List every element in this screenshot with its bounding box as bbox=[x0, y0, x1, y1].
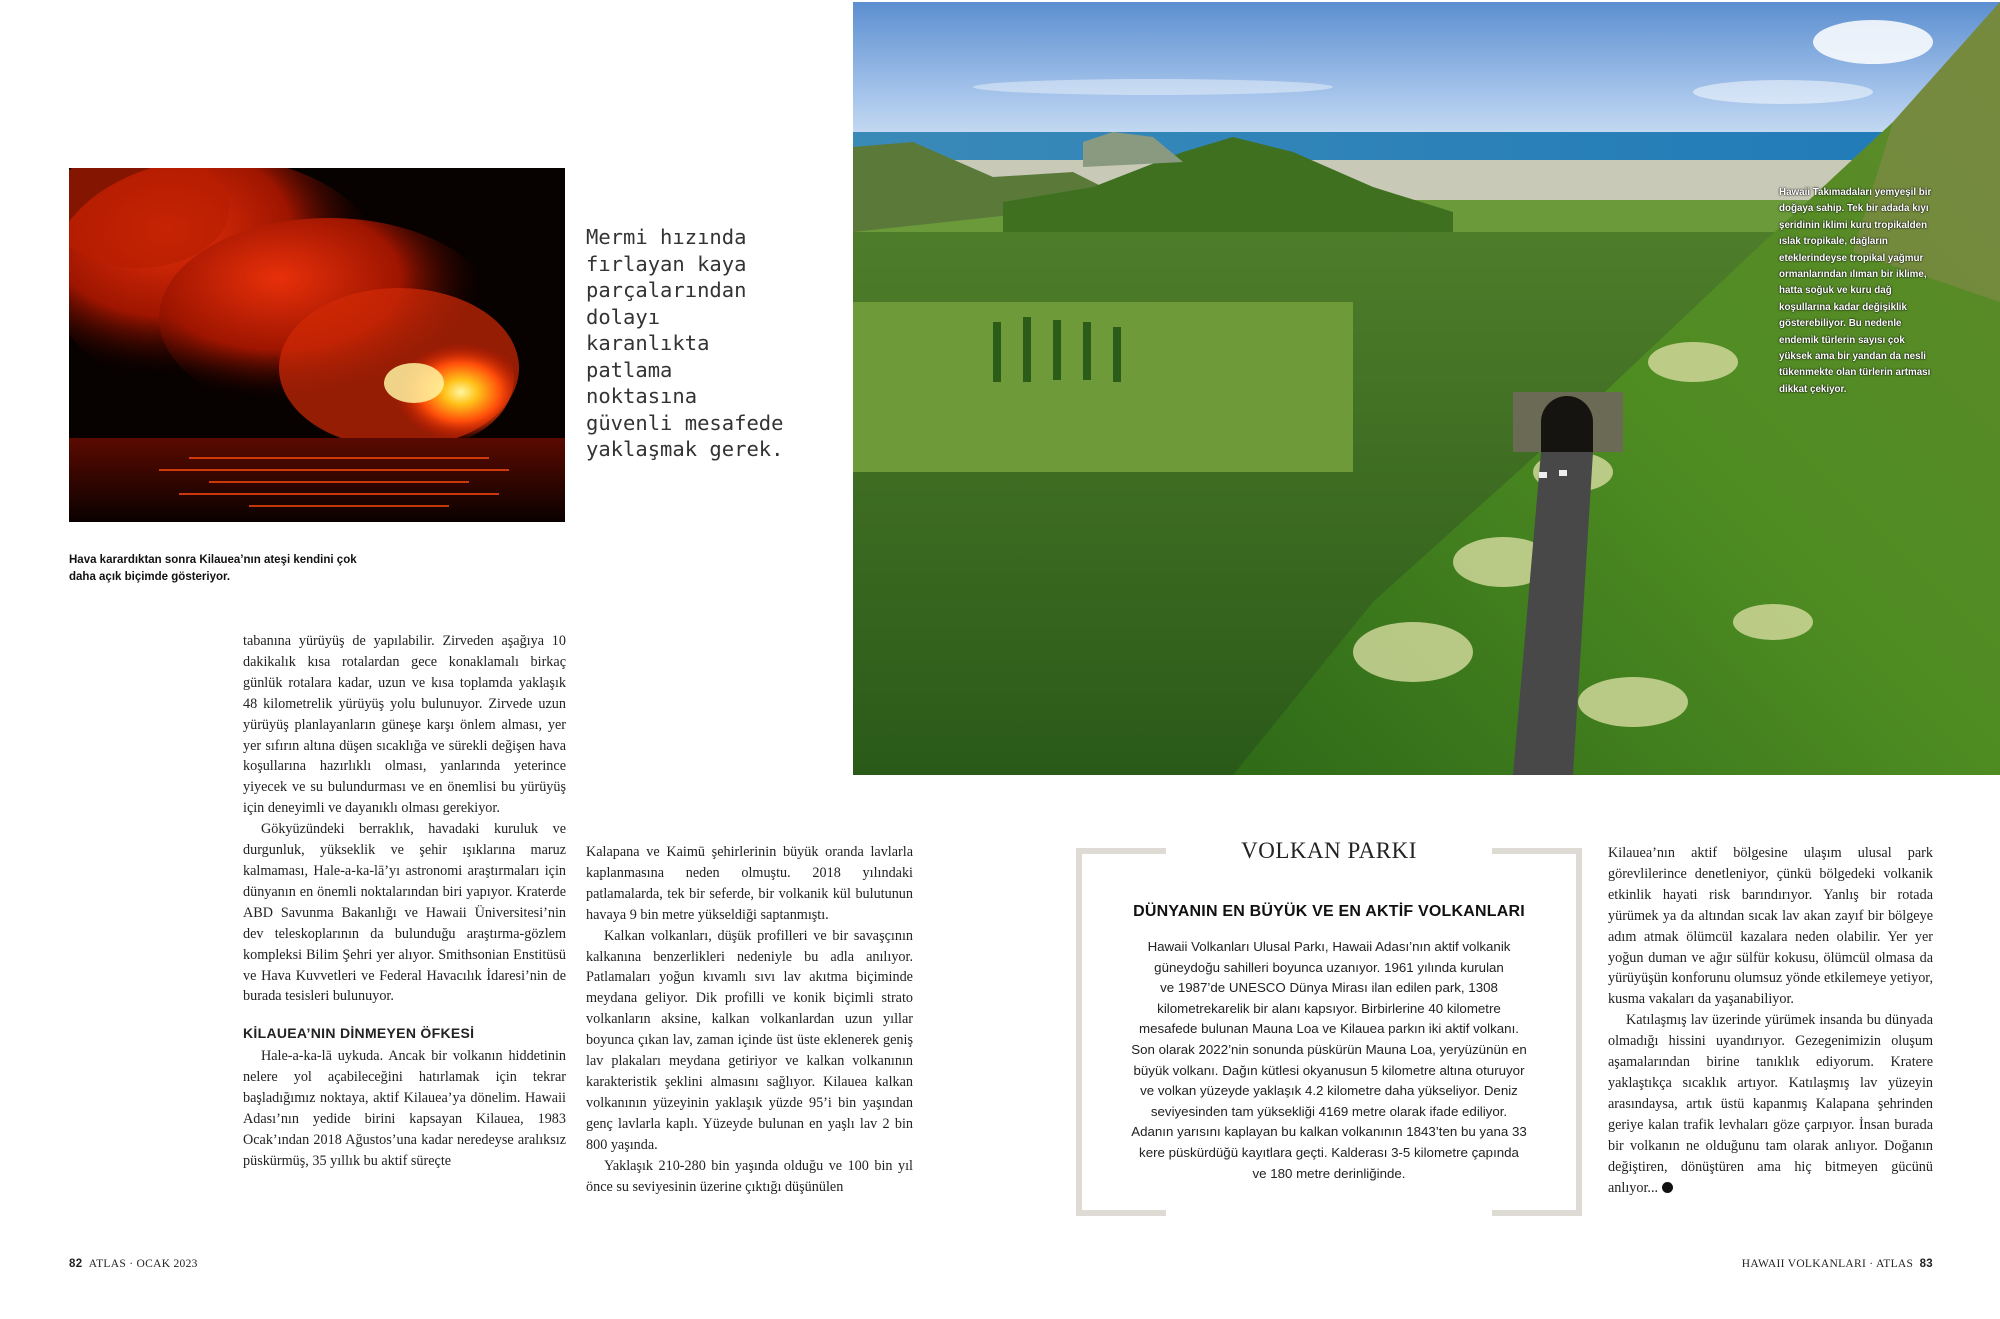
end-mark-icon bbox=[1662, 1182, 1673, 1193]
section-heading: KİLAUEA’NIN DİNMEYEN ÖFKESİ bbox=[243, 1025, 475, 1042]
sidebar-line: kere püskürdüğü kayıtlara geçti. Kalderası 3-5 kilometre çapında bbox=[1139, 1144, 1519, 1160]
pull-quote-line: Mermi hızında bbox=[586, 225, 747, 249]
sidebar-body bbox=[1108, 937, 1550, 1184]
sidebar-subtitle: DÜNYANIN EN BÜYÜK VE EN AKTİF VOLKANLARI bbox=[1133, 903, 1525, 920]
sidebar-line: büyük volkanı. Dağın kütlesi okyanusun 5 kilometre altına oturuyor bbox=[1133, 1062, 1525, 1078]
sidebar-title: VOLKAN PARKI bbox=[1241, 838, 1417, 863]
sidebar-line: güneydoğu sahilleri boyunca uzanıyor. 1961 yılında kurulan bbox=[1154, 959, 1504, 975]
lava-photo bbox=[69, 168, 565, 522]
pull-quote-line: dolayı bbox=[586, 304, 661, 329]
pull-quote-line: noktasına bbox=[586, 384, 698, 408]
folio-text: ATLAS · OCAK 2023 bbox=[88, 1258, 198, 1270]
article-column-1 bbox=[243, 631, 566, 1172]
sidebar-line: Son olarak 2022’nin sonunda püskürün Mauna Loa, yeryüzünün en bbox=[1131, 1041, 1527, 1057]
sidebar-line: Adanın yarısını kaplayan bu kalkan volkanının 1843’ten bu yana 33 bbox=[1131, 1124, 1527, 1140]
sidebar-line: Hawaii Volkanları Ulusal Parkı, Hawaii Adası’nın aktif volkanik bbox=[1147, 939, 1511, 954]
pull-quote-line: fırlayan kaya bbox=[586, 251, 747, 276]
pull-quote-line: karanlıkta bbox=[586, 331, 710, 355]
sidebar-line: kilometrekarelik bir alanı kapsıyor. Birbirlerine 40 kilometre bbox=[1157, 1000, 1501, 1016]
lava-photo-caption: Hava karardıktan sonra Kilauea’nın ateşi kendini çok daha açık biçimde gösteriyor. bbox=[69, 554, 357, 583]
article-column-3 bbox=[1608, 843, 1933, 1198]
paragraph: Hale-a-ka-lā uykuda. Ancak bir volkanın hiddetinin nelere yol açabileceğini hatırlamak için tekrar başladığımız noktaya, aktif Kilauea’ya dönelim. Hawaii Adası’nın yedide birini kapsayan Kilauea, 1983 Ocak’ından 2018 Ağustos’una kadar neredeyse aralıksız püskürmüş, 35 yıllık bu aktif süreçte bbox=[243, 1048, 566, 1169]
sidebar-line: ve 1987’de UNESCO Dünya Mirası ilan edilen park, 1308 bbox=[1160, 980, 1498, 996]
paragraph bbox=[1608, 1010, 1933, 1198]
folio-text: HAWAII VOLKANLARI · ATLAS bbox=[1741, 1258, 1914, 1270]
landscape-photo-caption: Hawaii Takımadaları yemyeşil bir doğaya sahip. Tek bir adada kıyı şeridinin iklimi kuru tropikalden ıslak tropikale, dağların eteklerindeyse tropikal yağmur ormanlarından ılıman bir iklime, hatta soğuk ve kuru dağ koşullarına kadar değişiklik gösterebiliyor. Bu nedenle endemik türlerin sayısı çok yüksek ama bir yandan da nesli tükenmekte olan türlerin artması dikkat çekiyor. bbox=[1779, 187, 1932, 395]
page-number: 83 bbox=[1919, 1258, 1933, 1270]
folio-left bbox=[69, 1258, 198, 1270]
paragraph: Yaklaşık 210-280 bin yaşında olduğu ve 100 bin yıl önce su seviyesinin üzerine çıktığı düşünülen bbox=[586, 1157, 913, 1195]
pull-quote-line: güvenli mesafede bbox=[586, 410, 784, 435]
article-column-2 bbox=[586, 842, 913, 1197]
sidebar-line: ve volkan yüzeyde yaklaşık 4.2 kilometre daha yükseliyor. Deniz bbox=[1140, 1083, 1518, 1099]
pull-quote-line: yaklaşmak gerek. bbox=[586, 437, 784, 461]
paragraph: Kilauea’nın aktif bölgesine ulaşım ulusal park görevlilerince denetleniyor, çünkü bölgedeki volkanik etkinlik hayati risk barındırıyor. Yanlış bir rotada yürümek ya da altından sıcak lav akan zayıf bir bölgeye adım atmak ölümcül kazalara neden olabilir. Yer yer yoğun duman ve ağır sülfür kokusu, ölümcül olmasa da yürüyüşün konforunu olumsuz yönde etkilemeye yetiyor, kusma vakaları da yaşanabiliyor. bbox=[1608, 845, 1933, 1008]
sidebar-line: mesafede bulunan Mauna Loa ve Kilauea parkın iki aktif volkanı. bbox=[1139, 1021, 1519, 1037]
sidebar-line: seviyesinden tam yüksekliği 4169 metre olarak ifade ediliyor. bbox=[1150, 1103, 1508, 1119]
folio-right bbox=[1733, 1258, 1933, 1270]
paragraph-text: Katılaşmış lav üzerinde yürümek insanda bu dünyada olmadığı hissini uyandırıyor. Gezegenimizin oluşum aşamalarından birine tanıklık ediyorum. Kratere yaklaştıkça sıcaklık artıyor. Katılaşmış lav yüzeyin arasındaysa, artık üstü kapanmış Kalapana şehrinden geriye kalan trafik levhaları göze çarpıyor. İnsan burada bir volkanın ne olduğunu tam olarak anlıyor. Doğanın değiştiren, dönüştüren ama hiç bitmeyen gücünü anlıyor... bbox=[1608, 1012, 1933, 1196]
pull-quote bbox=[586, 224, 836, 463]
page-number: 82 bbox=[69, 1258, 83, 1270]
pull-quote-line: patlama bbox=[586, 357, 673, 382]
paragraph: Kalkan volkanları, düşük profilleri ve bir savaşçının kalkanına benzerlikleri nedeniyle bu adla anılıyor. Patlamaları yoğun kıvamlı sıvı lav akıtma biçiminde meydana geliyor. Dik profilli ve konik biçimli strato volkanların aksine, kalkan volkanlardan uzun yıllar boyunca çıkan lav, zaman içinde üst üste eklenerek geniş lav plakaları meydana getiriyor ve kalkan volkanının karakteristik şeklini almasını sağlıyor. Kilauea kalkan volkanının yüzeyinin yaklaşık yüzde 95’i bin yaşından genç lavlarla kaplı. Yüzeyde bulunan en yaşlı lav 2 bin 800 yaşında. bbox=[586, 927, 913, 1153]
paragraph: Gökyüzündeki berraklık, havadaki kuruluk ve durgunluk, yükseklik ve şehir ışıklarına maruz kalmaması, Hale-a-ka-lā’yı astronomi araştırmaları için dünyanın en önemli noktalarından biri yapıyor. Kraterde ABD Savunma Bakanlığı ve Hawaii Üniversitesi’nin dev teleskoplarının da bulunduğu araştırma-gözlem kompleksi Bilim Şehri yer alıyor. Smithsonian Enstitüsü ve Hava Kuvvetleri ve Federal Havacılık İdaresi’nin de burada tesisleri bulunuyor. bbox=[243, 821, 566, 1005]
paragraph: tabanına yürüyüş de yapılabilir. Zirveden aşağıya 10 dakikalık kısa rotalardan gece konaklamalı birkaç günlük rotalara kadar, uzun ve kısa toplamda yaklaşık 48 kilometrelik yürüyüş yolu bulunuyor. Zirvede uzun yürüyüş planlayanların güneşe karşı önlem alması, yer yer sıfırın altına düşen sıcaklığa ve sürekli değişen hava koşullarına hazırlıklı olması, yanlarında yeterince yiyecek ve su bulundurması ve en önemlisi bu yürüyüş için deneyimli ve dayanıklı olması gerekiyor. bbox=[243, 633, 566, 817]
paragraph: Kalapana ve Kaimū şehirlerinin büyük oranda lavlarla kaplanmasına neden olmuştu. 2018 yılındaki patlamalarda, tek bir seferde, bir volkanik kül bulutunun havaya 9 bin metre yükseldiği saptanmıştı. bbox=[586, 844, 913, 923]
sidebar-line: ve 180 metre derinliğinde. bbox=[1252, 1165, 1406, 1181]
pull-quote-line: parçalarından bbox=[586, 278, 747, 302]
